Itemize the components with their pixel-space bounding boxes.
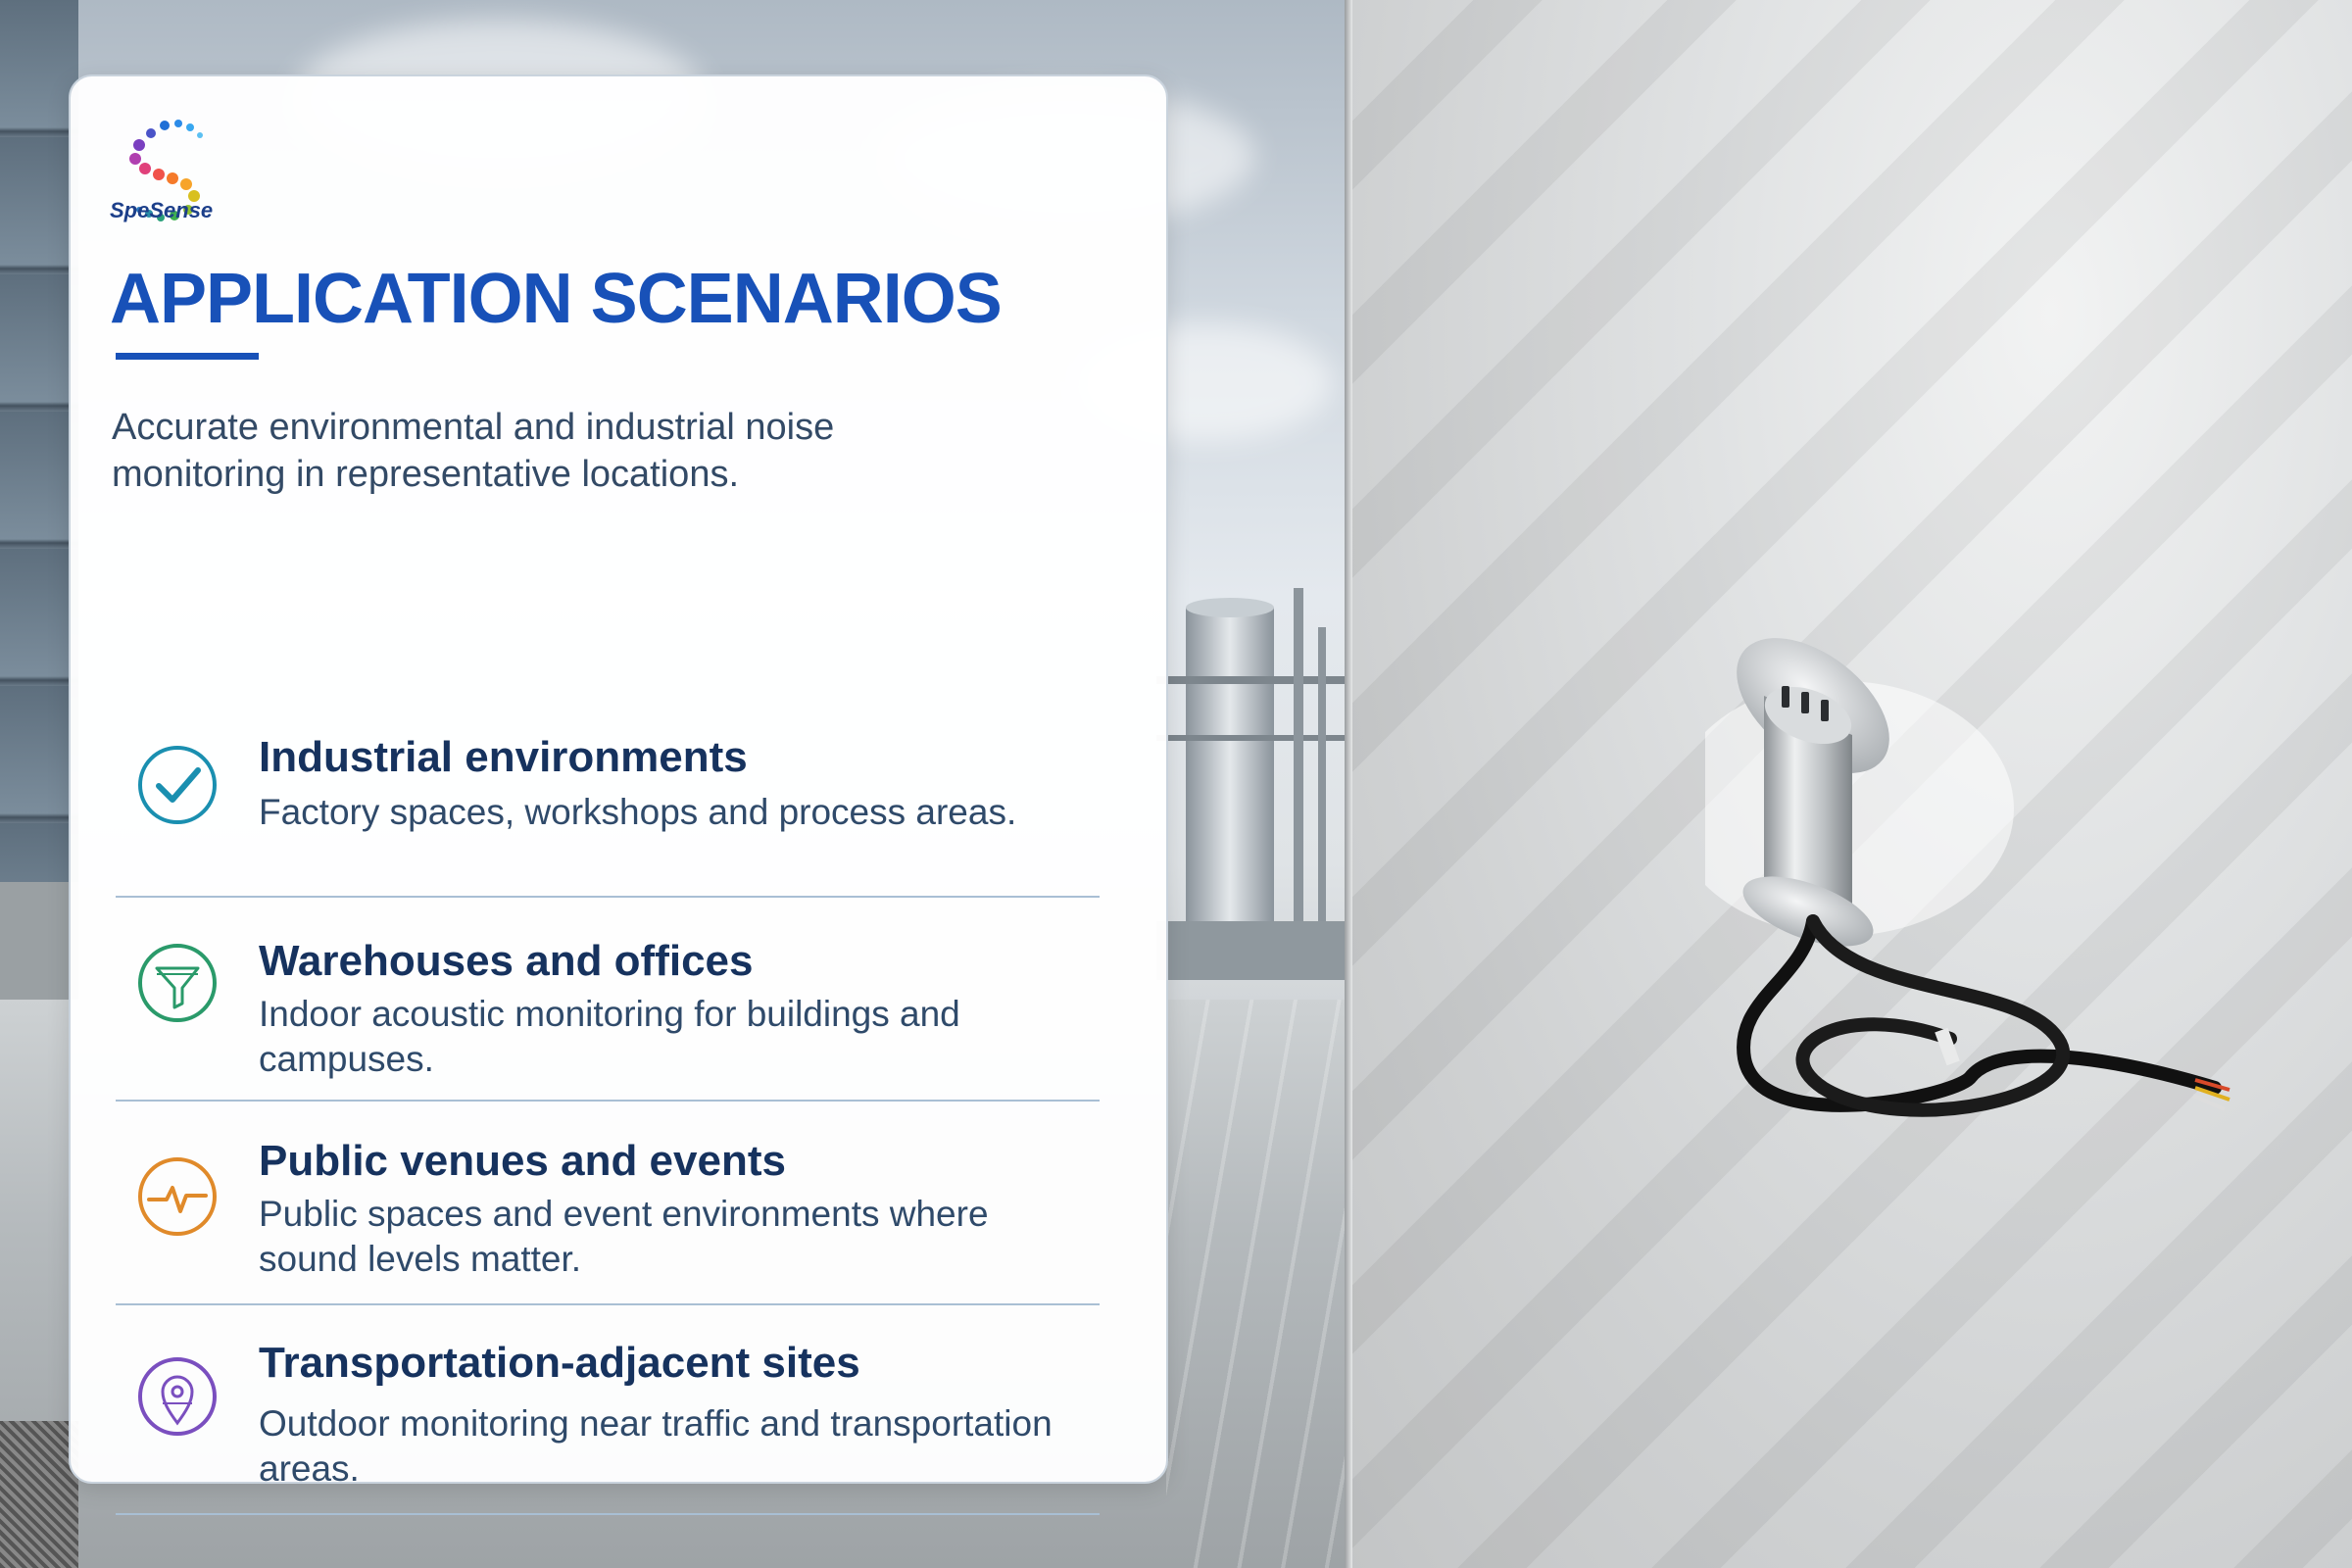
page-subtitle: Accurate environmental and industrial noise monitoring in representative locations. [112, 407, 835, 495]
wall-edge [1345, 0, 1352, 1568]
industrial-plant-illustration [1156, 588, 1352, 980]
scenario-description: Outdoor monitoring near traffic and transportation areas. [259, 1403, 1053, 1489]
checkmark-circle-icon [135, 743, 220, 827]
scenario-item-public-venues [116, 1100, 1100, 1305]
brand-name: SpeSense [110, 198, 214, 222]
scenario-item-warehouses [116, 896, 1100, 1102]
scenario-item-transportation [116, 1303, 1100, 1515]
title-underline [116, 353, 259, 360]
scenario-description: Indoor acoustic monitoring for buildings and campuses. [259, 994, 960, 1079]
scenario-item-industrial [116, 692, 1100, 898]
waveform-circle-icon [135, 1154, 220, 1239]
scenario-title: Public venues and events [259, 1137, 786, 1185]
scenario-description: Public spaces and event environments where sound levels matter. [259, 1194, 989, 1279]
location-pin-circle-icon [135, 1354, 220, 1439]
pavement-lines [1166, 1000, 1352, 1568]
noise-sensor-product-image [1705, 627, 2234, 1176]
scenario-title: Industrial environments [259, 733, 748, 781]
scenario-title: Transportation-adjacent sites [259, 1339, 860, 1387]
funnel-circle-icon [135, 941, 220, 1025]
drain-grate [0, 1421, 78, 1568]
application-scenarios-card [69, 74, 1168, 1489]
scenario-title: Warehouses and offices [259, 937, 754, 985]
scenario-description: Factory spaces, workshops and process areas. [259, 792, 1017, 832]
page-title: APPLICATION SCENARIOS [110, 260, 1002, 338]
